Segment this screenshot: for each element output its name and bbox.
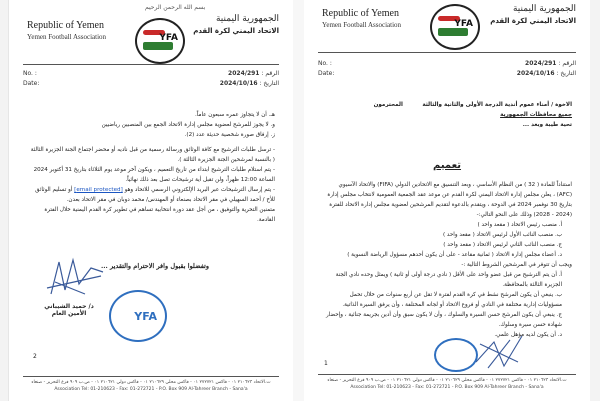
addressee-region: جميع محافظات الجمهورية [500,112,572,118]
condition-w: و. لا يجوز للمرشح لعضوية مجلس إدارة الاتحاد الجمع بين المنصبين رياضيين [101,122,275,128]
no-label-en: No. : [318,59,332,67]
condition-item: ب. ينبغي أن يكون المرشح نشط في كرة القدم لفترة لا تقل عن أربع سنوات من خلال تحمل مسؤوليات إدارية مختلفة في النادي أو فروع الاتحاد أو لجانه المختلفة ، وأن يرفق السيرة الذاتية. [342,292,562,308]
reference-block [318,58,576,78]
country-name-ar: الجمهورية اليمنية [512,4,576,14]
footer-rule [318,374,576,375]
letterhead [9,0,293,62]
org-name-ar: الاتحاد اليمني لكرة القدم [193,27,279,35]
conditions-intro: ويجب أن تتوفر في المرشحين الشروط التالية :- [461,262,572,268]
condition-item: د. أن يكون لديه مؤهل علمي. [494,332,562,338]
signer-title: الأمين العام [51,310,87,317]
page-gap [292,0,304,401]
date-label-en: Date: [23,79,40,87]
signer-block [39,303,99,317]
document-date: 2024/10/16 [219,79,258,87]
intro-paragraph: استناداً للمادة ( 32 ) من النظام الأساسي ، وبعد التنسيق مع الاتحادين الدولي (FIFA) والاتحاد الآسيوي (AFC) ، يعلن مجلس إدارة الاتحاد اليمني لكرة القدم عن موعد عقد الجمعية العمومية لانتخاب مجلس إدارة بتاريخ 30 نوفمبر 2024 في الدوحة ، ويتقدم بالدعوة لتقديم المرشحين لعضوية مجلس إدارة الاتحاد للفترة (2024 - 2028) وذلك على النحو التالي:- [327,182,572,218]
document-date: 2024/10/16 [516,69,555,77]
footer-contact: ت.الاتحاد ٢١٠٦٢٣ ٠١ - فاكس ٢٧٢٧٢١ ٠١ - فاكس محلي ٢١٠٦٢٩ ٠١ - فاكس دولي ٢١٠٦٢١ ٠١ - ص.ب ٩٠٩ فرع التحرير - صنعاء Association Tel: 01-210623 - Fax: 01-272721 - P.O. Box 909 Al-Tahreer Branch - Sana'a [31,380,271,392]
no-label-en: No. : [23,69,37,77]
condition-h: هـ. أن لا يتجاوز عمره سبعون عاماً. [194,112,275,118]
footer-rule [23,376,279,377]
signature-icon [474,332,524,372]
letterhead-arabic [193,14,279,35]
date-label-en: Date: [318,69,335,77]
addressee-line: الاخوة / أمناء عموم أندية الدرجة الأولى والثانية والثالثة المحترمون [373,102,572,108]
reference-number: 2024/291 [525,59,557,67]
yfa-logo-icon: YFA [430,4,480,50]
submission-instructions: - ترسل طلبات الترشيح مع كافة الوثائق ورسالة رسمية من قبل ناديه أو محضر اجتماع الجنة الجزيرة الثالثة ( بالنسبة لمرشحين الجنة الجزيرة الثالثة ). [29,145,275,165]
circular-body [324,180,572,340]
signer-name: د/ حميد الشيباني [44,303,94,310]
document-page-1 [304,0,590,401]
closing-salutation: وتفضلوا بقبول وافر الاحترام والتقدير ... [101,262,209,270]
email-link[interactable]: [email protected] [74,187,123,193]
date-label-ar: التاريخ : [259,79,279,87]
position-item: ج. منصب النائب الثاني لرئيس الاتحاد ( مقعد واحد ) [443,242,562,248]
email-paragraph: - يتم إرسال الترشيحات عبر البريد الإلكتروني الرسمي للاتحاد وهو [email protected] أو تسليم الوثائق للأخ / أحمد السهيلي في مقر الاتحاد بصنعاء أو المهندس/ محمد دوبان في مقر الاتحاد بعدن. [29,185,275,205]
org-name-ar: الاتحاد اليمني لكرة القدم [490,17,576,25]
no-label-ar: الرقم : [558,59,576,67]
basmala: بسم الله الرحمن الرحيم [145,4,206,11]
reference-block [23,68,279,88]
condition-item: أ. أن يتم الترشيح من قبل عضو واحد على الأقل ( نادي درجة أولى أو ثانية ) ويمثل وحده نادي الجنة الجزيرة الثالثة بالمحافظة. [335,272,562,288]
org-name-en: Yemen Football Association [322,21,402,29]
circular-title: تعميم [432,160,462,171]
greeting: تحية طيبة وبعد ... [522,122,572,128]
condition-z: ز. إرفاق صورة شخصية حديثة عدد (2). [184,132,275,138]
letterhead-arabic [490,4,576,25]
country-name-en: Republic of Yemen [27,20,104,31]
official-stamp-icon [434,338,478,372]
page-number: 1 [324,360,328,367]
country-name-ar: الجمهورية اليمنية [215,14,279,24]
yfa-logo-icon: YFA [135,18,185,64]
deadline-paragraph: - يتم استلام طلبات الترشيح ابتداء من تاريخ التعميم ، ويكون آخر موعد يوم الثلاثاء بتاريخ 31 أكتوبر 2024 الساعة 12:00 ظهراً، ولن تقبل أية ترشيحات تصل بعد ذلك نهائياً. [29,165,275,185]
page-number: 2 [33,353,37,360]
header-rule [318,52,576,53]
addressee-block [324,100,572,130]
header-rule [23,64,279,65]
letter-body [29,110,275,225]
signature-icon [45,254,105,298]
letterhead-english [27,20,106,41]
date-label-ar: التاريخ : [556,69,576,77]
no-label-ar: الرقم : [261,69,279,77]
position-item: أ. منصب رئيس الاتحاد ( مقعد واحد ) [477,222,562,228]
position-item: د. أعضاء مجلس إدارة الاتحاد ( ثمانية مقاعد - على أن يكون أحدهم مسؤول الرياضة النسوية ) [347,252,562,258]
position-item: ب. منصب النائب الأول لرئيس الاتحاد ( مقعد واحد ) [442,232,562,238]
document-page-2 [8,0,293,401]
org-name-en: Yemen Football Association [27,33,107,41]
official-stamp-icon: YFA [109,290,167,342]
letterhead-english [322,8,401,29]
country-name-en: Republic of Yemen [322,8,399,19]
wishes-paragraph: متمنين التحرية والتوفيق ، من أجل عقد دورة انتخابية تساهم في تطوير كرة القدم اليمنية خلال الفترة القادمة. [44,207,275,223]
reference-number: 2024/291 [228,69,260,77]
footer-contact: ت.الاتحاد ٢١٠٦٢٣ ٠١ - فاكس ٢٧٢٧٢١ ٠١ - فاكس محلي ٢١٠٦٢٩ ٠١ - فاكس دولي ٢١٠٦٢١ ٠١ - ص.ب ٩٠٩ فرع التحرير - صنعاء Association Tel: 01-210623 - Fax: 01-272721 - P.O. Box 909 Al-Tahreer Branch - Sana'a [327,378,567,390]
condition-item: ج. ينبغي أن يكون المرشح حسن السيرة والسلوك ، وأن لا يكون سبق وأن أدين بجريمة جنائية ، وإحضار شهادة حسن سيرة وسلوك. [325,312,562,328]
